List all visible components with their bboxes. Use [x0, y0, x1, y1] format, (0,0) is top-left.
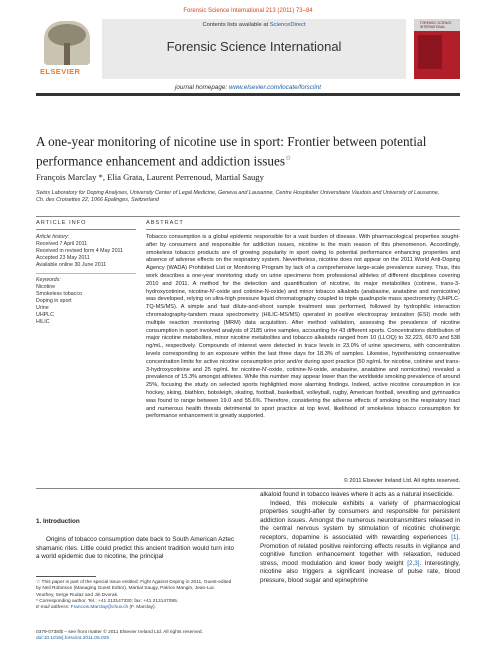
keywords — [36, 277, 140, 326]
footnote-email — [36, 605, 234, 611]
publisher-logo-text: ELSEVIER — [40, 67, 81, 76]
homepage-prefix: journal homepage: — [174, 84, 229, 91]
email-label: E-mail address: — [36, 605, 71, 611]
history-item: Received in revised form 4 May 2011 — [36, 248, 124, 254]
journal-banner — [102, 19, 406, 79]
abstract-heading: ABSTRACT — [146, 220, 184, 226]
article-info-rule — [36, 229, 136, 230]
reference-link[interactable]: [2,3] — [407, 559, 420, 567]
title-text: A one-year monitoring of nicotine use in sport: Frontier between potential performance enhancement and addiction issues — [36, 134, 427, 169]
keyword: Urine — [36, 305, 49, 311]
journal-homepage — [0, 84, 496, 91]
journal-title: Forensic Science International — [166, 39, 342, 54]
elsevier-logo — [36, 19, 98, 81]
intro-right-column — [260, 491, 460, 586]
section-rule-bottom — [36, 488, 460, 489]
homepage-link[interactable]: www.elsevier.com/locate/forsciint — [228, 84, 322, 91]
footnote-special-issue: ☆ This paper is part of the special issue entitled: Fight Against Doping in 2011, Guest-edited by Neil Robinson (Managing Guest Editor), Martial Saugy, Patrice Mangin, Jean-Luc Veuthey, Serge Rudaz and Jiri Dvorak. — [36, 580, 232, 598]
article-history — [36, 234, 140, 269]
intro-left-column — [36, 536, 234, 562]
intro-paragraph — [260, 500, 460, 586]
cover-text: FORENSIC SCIENCE INTERNATIONAL — [420, 21, 452, 29]
footnote-corresponding: * Corresponding author. Tel.: +41 213147330; fax: +41 213147095. — [36, 598, 179, 604]
keyword: HILIC — [36, 319, 50, 325]
title-footnote-mark[interactable]: ☆ — [285, 154, 292, 162]
section-rule-top — [36, 216, 460, 217]
intro-paragraph: alkaloid found in tobacco leaves where it acts as a natural insecticide. — [260, 491, 454, 498]
email-suffix: (F. Marclay). — [128, 605, 156, 611]
abstract-body — [146, 234, 460, 421]
doi-link[interactable]: doi:10.1016/j.forsciint.2011.05.026 — [36, 636, 109, 642]
footnotes — [36, 580, 234, 611]
keyword: UHPLC — [36, 312, 54, 318]
issn-line: 0379-0738/$ – see front matter © 2011 Elsevier Ireland Ltd. All rights reserved. — [36, 630, 203, 635]
journal-header — [36, 19, 460, 81]
history-item: Available online 30 June 2011 — [36, 262, 107, 268]
contents-line — [102, 22, 406, 28]
abstract-rule — [146, 229, 460, 230]
abstract-copyright: © 2011 Elsevier Ireland Ltd. All rights reserved. — [343, 478, 460, 484]
affiliation — [36, 190, 466, 204]
history-item: Accepted 23 May 2011 — [36, 255, 90, 261]
keyword: Doping in sport — [36, 298, 72, 304]
footnote-rule — [36, 576, 96, 577]
affiliation-line-1: Swiss Laboratory for Doping Analyses, University Center of Legal Medicine, Geneva and Lausanne, Centre Hospitalier Universitaire Vaudois and University of Lausanne, — [36, 190, 440, 196]
reference-link[interactable]: [1] — [451, 533, 459, 541]
intro-text: . Promotion of related positive reinforcing effects results in vigilance and cognitive function enhancement together with relaxation, reduced stress, mood modulation and lower body weight — [260, 533, 460, 567]
history-item: Received 7 April 2011 — [36, 241, 88, 247]
intro-paragraph: Origins of tobacco consumption date back to South American Aztec shamanic rites. Little could predict this ancient tradition would turn into a world epidemic due to nicotine, the principal — [36, 536, 234, 561]
tree-icon — [44, 21, 90, 65]
introduction-heading: 1. Introduction — [36, 518, 80, 525]
keyword: Smokeless tobacco — [36, 291, 82, 297]
affiliation-line-2: Ch. des Croisettes 22, 1066 Epalinges, Switzerland — [36, 197, 159, 203]
journal-citation: Forensic Science International 213 (2011) 73–84 — [183, 8, 313, 14]
contents-prefix: Contents lists available at — [202, 22, 270, 28]
authors: François Marclay *, Elia Grata, Laurent Perrenoud, Martial Saugy — [36, 172, 264, 182]
intro-text: . Interestingly, nicotine also triggers a significant increase of pulse rate, blood pressure, blood sugar and epinephrine — [260, 559, 460, 584]
article-title — [36, 134, 466, 169]
keywords-label: Keywords: — [36, 277, 61, 283]
sciencedirect-link[interactable]: ScienceDirect — [269, 22, 306, 28]
history-label: Article history: — [36, 234, 70, 240]
keyword: Nicotine — [36, 284, 56, 290]
email-link[interactable]: Francois.Marclay@chuv.ch — [70, 605, 129, 611]
keywords-rule — [36, 273, 136, 274]
header-rule — [36, 93, 460, 96]
journal-cover-image — [414, 19, 460, 79]
article-info-heading: ARTICLE INFO — [36, 220, 87, 226]
abstract-paragraph: Tobacco consumption is a global epidemic responsible for a vast burden of disease. With pharmacological properties sought-after by consumers and responsible for addiction issues, nicotine is the main reason of this phenomenon. Accordingly, smokeless tobacco products are of growing popularity in sport owing to potential performance enhancing properties and absence of adverse effects on the respiratory system. Nevertheless, nicotine does not appear on the 2011 World Anti-Doping Agency (WADA) Prohibited List or Monitoring Program by lack of a comprehensive large-scale prevalence survey. Thus, this work describes a one-year monitoring study on urine specimens from professional athletes of different disciplines covering 2010 and 2011. A method for the detection and quantification of nicotine, its major metabolites (cotinine, trans-3-hydroxycotinine, nicotine-N′-oxide and cotinine-N-oxide) and minor tobacco alkaloids (anabasine, anatabine and nornicotine) was developed, relying on ultra-high pressure liquid chromatography coupled to triple quadrupole mass spectrometry (UHPLC-TQ-MS/MS). A simple and fast dilute-and-shoot sample treatment was performed, followed by hydrophilic interaction chromatography-tandem mass spectrometry (HILIC-MS/MS) operated in positive electrospray ionization (ESI) mode with multiple reaction monitoring (MRM) data acquisition. After method validation, assessing the prevalence of nicotine consumption in sport involved analysis of 2185 urine samples, accounting for 43 different sports. Concentrations distribution of major nicotine metabolites, minor nicotine metabolites and tobacco alkaloids ranged from 10 (LLOQ) to 32,223, 6670 and 538 ng/mL, respectively. Compounds of interest were detected in trace levels in 23.0% of urine specimens, with concentration levels corresponding to an exposure within the last three days for 18.3% of samples. Likewise, hypothesizing conservative concentration limits for active nicotine consumption prior and/or during sport practice (50 ng/mL for nicotine, cotinine and trans-3-hydroxycotinine and 25 ng/mL for nicotine-N′-oxide, cotinine-N-oxide, anabasine, anatabine and nornicotine) revealed a prevalence of 15.3% amongst athletes. While this number may appear lower than the worldwide smoking prevalence of around 25%, focusing the study on selected sports highlighted more alarming findings. Indeed, active nicotine consumption in ice hockey, skiing, biathlon, bobsleigh, skating, football, basketball, volleyball, rugby, American football, wrestling and gymnastics was found to range between 19.0 and 55.6%. Therefore, considering the adverse effects of smoking on the respiratory tract and numerous health threats detrimental to sport practice at top level, likelihood of smokeless tobacco consumption for performance enhancement is greatly supported. — [146, 234, 460, 420]
publication-info — [36, 630, 234, 643]
intro-text: Indeed, this molecule exhibits a variety of pharmacological properties sought-after by consumers and responsible for persistent addiction issues. Amongst the numerous neurotransmitters released in the central nervous system by stimulation of nicotinic cholinergic receptors, dopamine is associated with rewarding experiences — [260, 499, 460, 541]
